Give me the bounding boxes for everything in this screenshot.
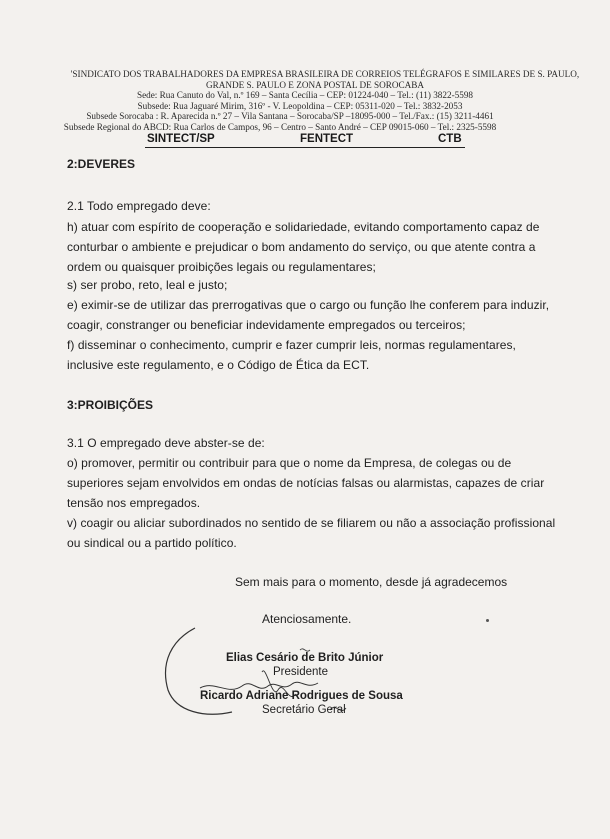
paragraph-line: ou sindical ou a partido político. bbox=[67, 536, 237, 550]
section-title-proibicoes: 3:PROIBIÇÕES bbox=[67, 398, 154, 412]
paragraph-line: ordem ou quaisquer proibições legais ou regulamentares; bbox=[67, 260, 376, 274]
paragraph-line: conturbar o ambiente e prejudicar o bom andamento do serviço, ou que atente contra a bbox=[67, 240, 536, 254]
organizations-line bbox=[145, 133, 465, 148]
paragraph-line: e) eximir-se de utilizar das prerrogativas que o cargo ou função lhe conferem para induzir, bbox=[67, 298, 550, 312]
paragraph-line: 2.1 Todo empregado deve: bbox=[67, 199, 211, 213]
paragraph-line: superiores sejam envolvidos em ondas de notícias falsas ou alarmistas, capazes de criar bbox=[67, 476, 545, 490]
signatory-name-secretary: Ricardo Adriane Rodrigues de Sousa bbox=[200, 690, 403, 702]
paragraph-line: v) coagir ou aliciar subordinados no sentido de se filiarem ou não a associação profissional bbox=[67, 516, 556, 530]
paragraph-line: h) atuar com espírito de cooperação e solidariedade, evitando comportamento capaz de bbox=[67, 220, 540, 234]
letterhead-line-2: GRANDE S. PAULO E ZONA POSTAL DE SOROCABA bbox=[205, 80, 425, 90]
paragraph-line: f) disseminar o conhecimento, cumprir e fazer cumprir leis, normas regulamentares, bbox=[67, 338, 516, 352]
org-sintect: SINTECT/SP bbox=[147, 133, 215, 145]
letterhead-line-1: 'SINDICATO DOS TRABALHADORES DA EMPRESA BRASILEIRA DE CORREIOS TELÉGRAFOS E SIMILARES DE S. PAULO, bbox=[70, 69, 580, 79]
letterhead-address-abcd: Subsede Regional do ABCD: Rua Carlos de Campos, 96 – Centro – Santo André – CEP 09015-060 – Tel.: 2325-5598 bbox=[63, 122, 497, 132]
letterhead-address-sede: Sede: Rua Canuto do Val, n.º 169 – Santa Cecília – CEP: 01224-040 – Tel.: (11) 3822-5598 bbox=[136, 90, 474, 100]
letterhead-address-sorocaba: Subsede Sorocaba : R. Aparecida n.º 27 – Vila Santana – Sorocaba/SP –18095-000 – Tel./Fax.: (15) 3211-4461 bbox=[86, 111, 494, 121]
signatory-name-president: Elias Cesário de Brito Júnior bbox=[226, 652, 384, 664]
letterhead-address-subsede: Subsede: Rua Jaguaré Mirim, 316º - V. Leopoldina – CEP: 05311-020 – Tel.: 3832-2053 bbox=[137, 101, 463, 111]
regards-line: Atenciosamente. bbox=[262, 612, 352, 626]
paragraph-line: tensão nos empregados. bbox=[67, 496, 201, 510]
signatory-role-secretary: Secretário Geral bbox=[262, 704, 346, 716]
org-ctb: CTB bbox=[438, 133, 462, 145]
org-fentect: FENTECT bbox=[300, 133, 354, 145]
section-title-deveres: 2:DEVERES bbox=[67, 157, 136, 171]
closing-line: Sem mais para o momento, desde já agradecemos bbox=[235, 575, 508, 589]
paragraph-line: inclusive este regulamento, e o Código de Ética da ECT. bbox=[67, 358, 370, 372]
paragraph-line: o) promover, permitir ou contribuir para que o nome da Empresa, de colegas ou de bbox=[67, 456, 512, 470]
speck-mark bbox=[486, 619, 489, 622]
signatory-role-president: Presidente bbox=[273, 666, 328, 678]
paragraph-line: coagir, constranger ou beneficiar indevidamente empregados ou terceiros; bbox=[67, 318, 466, 332]
paragraph-line: s) ser probo, reto, leal e justo; bbox=[67, 278, 228, 292]
paragraph-line: 3.1 O empregado deve abster-se de: bbox=[67, 436, 265, 450]
